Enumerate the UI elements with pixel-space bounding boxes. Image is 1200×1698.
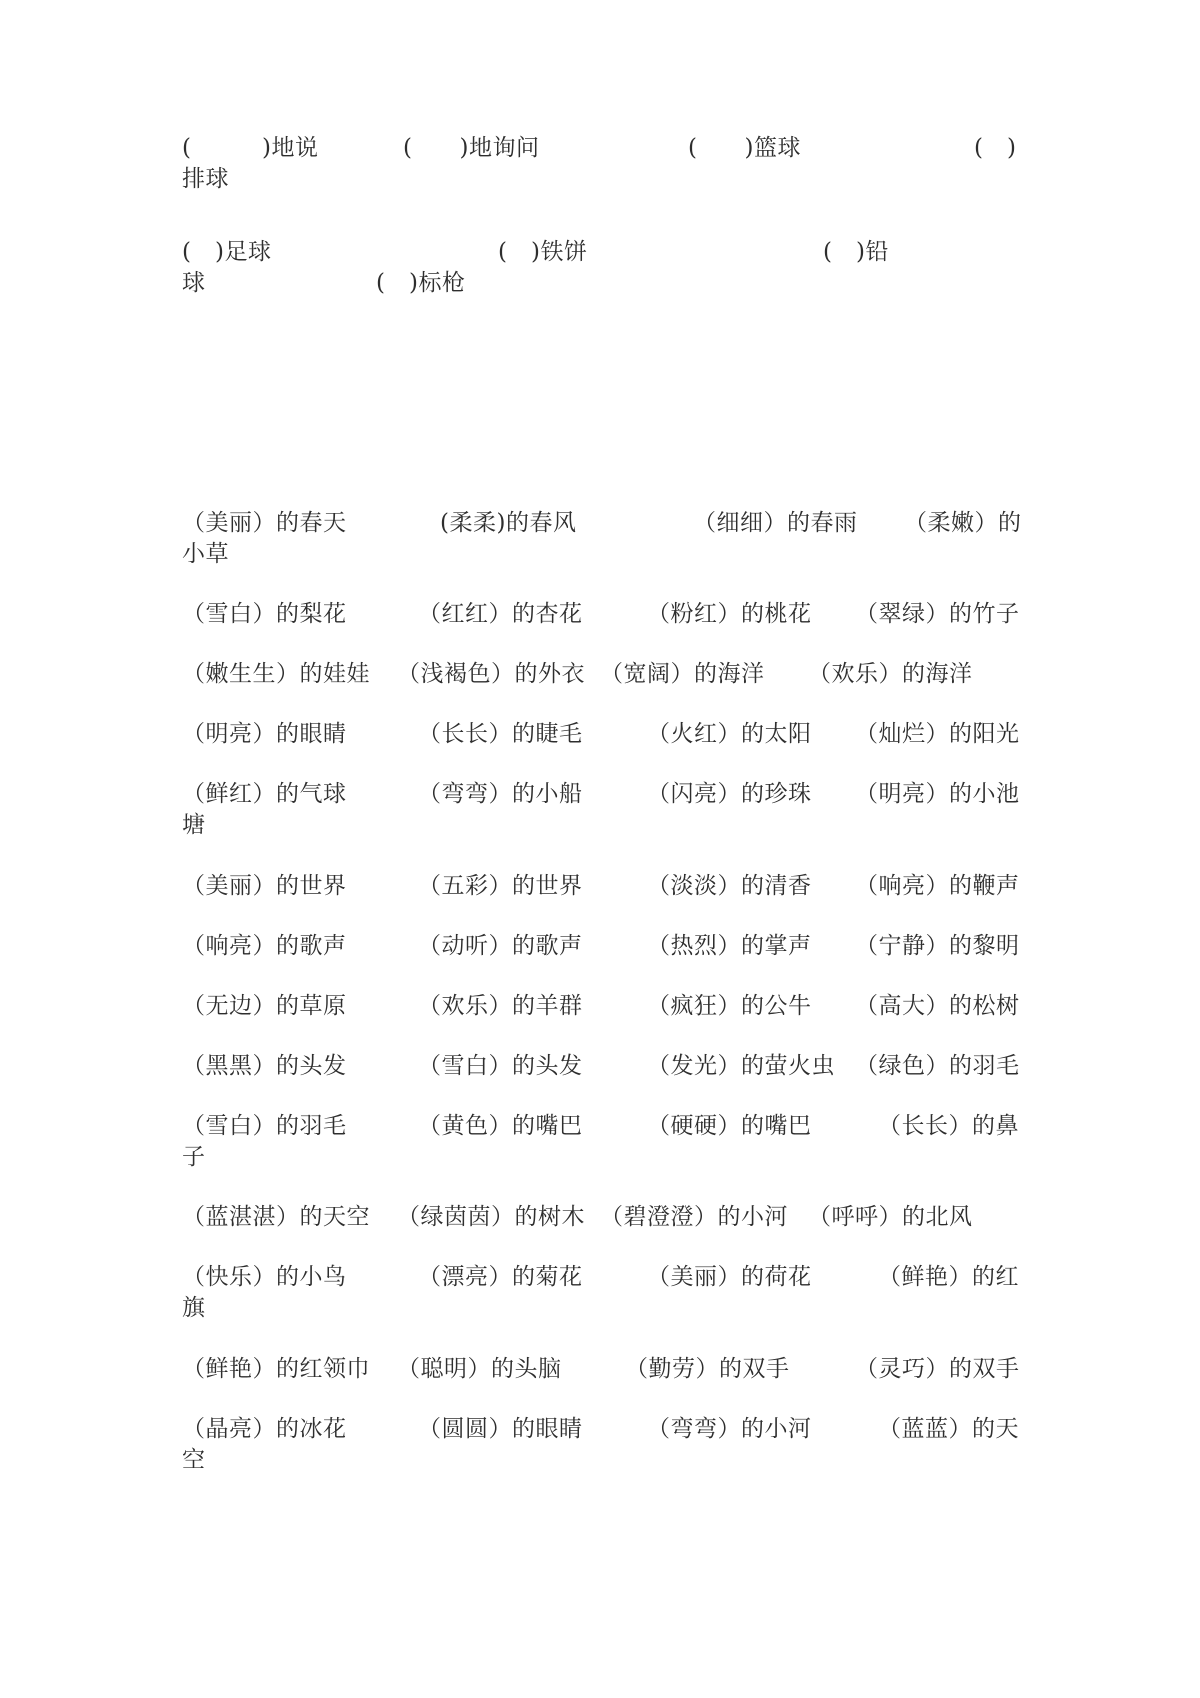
fill-blank-item: ( )足球: [182, 239, 272, 265]
phrase-item: （蓝蓝）的天: [878, 1416, 1019, 1442]
phrase-item: （欢乐）的海洋: [808, 661, 973, 687]
phrase-item: （鲜红）的气球: [182, 781, 347, 807]
fill-blank-wrap: 球: [182, 270, 206, 296]
phrase-wrap: 子: [182, 1144, 206, 1170]
phrase-item: （嫩生生）的娃娃: [182, 661, 370, 687]
phrase-item: （雪白）的羽毛: [182, 1113, 347, 1139]
phrase-item: （美丽）的世界: [182, 873, 347, 899]
phrase-wrap: 空: [182, 1447, 206, 1473]
phrase-item: （晶亮）的冰花: [182, 1416, 347, 1442]
phrase-item: （鲜艳）的红: [878, 1264, 1019, 1290]
phrase-item: （红红）的杏花: [418, 601, 583, 627]
phrase-item: （动听）的歌声: [418, 933, 583, 959]
phrase-item: （五彩）的世界: [418, 873, 583, 899]
phrase-item: （灵巧）的双手: [855, 1356, 1020, 1382]
fill-blank-wrap: 排球: [182, 166, 229, 192]
phrase-item: （响亮）的歌声: [182, 933, 347, 959]
phrase-wrap: 旗: [182, 1295, 206, 1321]
phrase-item: （蓝湛湛）的天空: [182, 1204, 370, 1230]
phrase-wrap: 塘: [182, 812, 206, 838]
phrase-item: （鲜艳）的红领巾: [182, 1356, 370, 1382]
phrase-item: （细细）的春雨: [693, 510, 858, 536]
phrase-item: （绿色）的羽毛: [855, 1053, 1020, 1079]
phrase-item: （宽阔）的海洋: [600, 661, 765, 687]
phrase-item: （雪白）的头发: [418, 1053, 583, 1079]
phrase-item: （勤劳）的双手: [625, 1356, 790, 1382]
phrase-item: （明亮）的眼睛: [182, 721, 347, 747]
fill-blank-item: ( ): [974, 135, 1017, 161]
phrase-item: （灿烂）的阳光: [855, 721, 1020, 747]
fill-blank-item: ( )篮球: [688, 135, 801, 161]
phrase-item: （疯狂）的公牛: [647, 993, 812, 1019]
phrase-item: （绿茵茵）的树木: [397, 1204, 585, 1230]
phrase-item: （热烈）的掌声: [647, 933, 812, 959]
phrase-item: （翠绿）的竹子: [855, 601, 1020, 627]
phrase-item: （长长）的睫毛: [418, 721, 583, 747]
phrase-item: （黄色）的嘴巴: [418, 1113, 583, 1139]
phrase-item: （发光）的萤火虫: [647, 1053, 835, 1079]
phrase-item: （柔嫩）的: [904, 510, 1022, 536]
phrase-item: （美丽）的荷花: [647, 1264, 812, 1290]
fill-blank-item: ( )铅: [823, 239, 889, 265]
fill-blank-item: ( )标枪: [376, 270, 466, 296]
phrase-item: （宁静）的黎明: [855, 933, 1020, 959]
phrase-item: （无边）的草原: [182, 993, 347, 1019]
fill-blank-item: ( )地询问: [403, 135, 540, 161]
phrase-item: （圆圆）的眼睛: [418, 1416, 583, 1442]
phrase-item: （高大）的松树: [855, 993, 1020, 1019]
phrase-item: （闪亮）的珍珠: [647, 781, 812, 807]
phrase-item: （碧澄澄）的小河: [600, 1204, 788, 1230]
phrase-item: （欢乐）的羊群: [418, 993, 583, 1019]
phrase-item: （明亮）的小池: [855, 781, 1020, 807]
phrase-item: （淡淡）的清香: [647, 873, 812, 899]
phrase-item: （弯弯）的小船: [418, 781, 583, 807]
phrase-item: （响亮）的鞭声: [855, 873, 1020, 899]
phrase-item: （美丽）的春天: [182, 510, 347, 536]
phrase-item: （火红）的太阳: [647, 721, 812, 747]
phrase-item: （长长）的鼻: [878, 1113, 1019, 1139]
phrase-item: （弯弯）的小河: [647, 1416, 812, 1442]
phrase-item: （黑黑）的头发: [182, 1053, 347, 1079]
phrase-item: （快乐）的小鸟: [182, 1264, 347, 1290]
phrase-item: （雪白）的梨花: [182, 601, 347, 627]
phrase-item: （粉红）的桃花: [647, 601, 812, 627]
fill-blank-item: ( )地说: [182, 135, 319, 161]
fill-blank-item: ( )铁饼: [498, 239, 588, 265]
phrase-item: （呼呼）的北风: [808, 1204, 973, 1230]
phrase-item: （漂亮）的菊花: [418, 1264, 583, 1290]
phrase-item: (柔柔)的春风: [440, 510, 577, 536]
phrase-item: （聪明）的头脑: [397, 1356, 562, 1382]
phrase-wrap: 小草: [182, 541, 229, 567]
phrase-item: （浅褐色）的外衣: [397, 661, 585, 687]
phrase-item: （硬硬）的嘴巴: [647, 1113, 812, 1139]
